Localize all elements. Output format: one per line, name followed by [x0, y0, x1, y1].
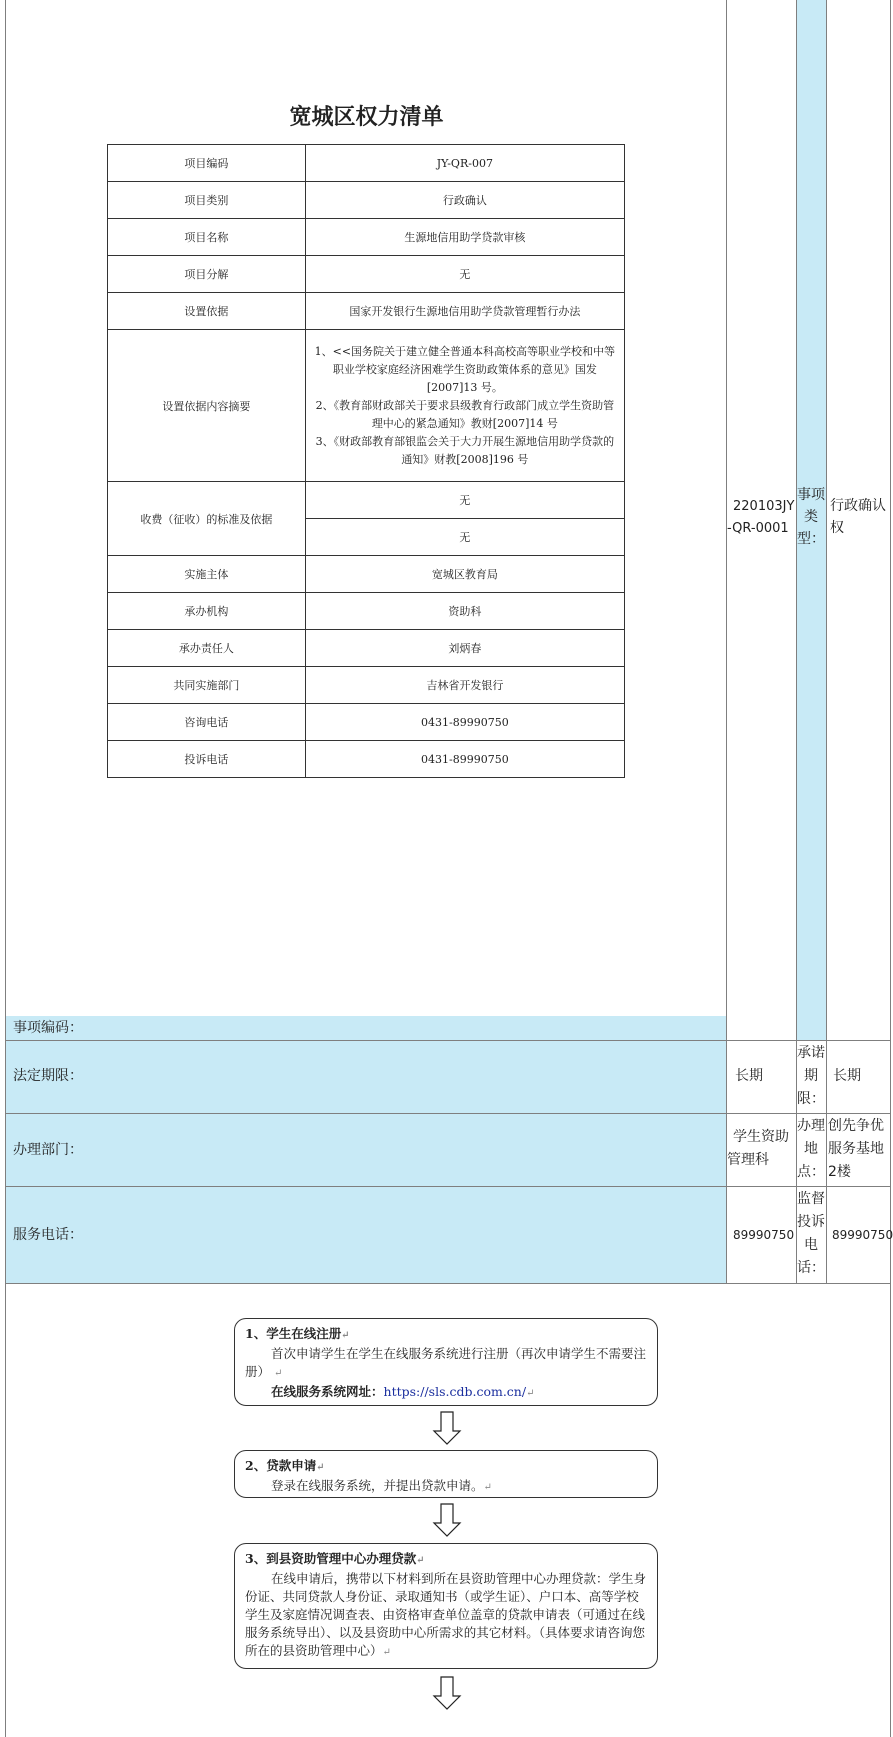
value-cell: 生源地信用助学贷款审核: [305, 219, 624, 256]
table-row: [108, 219, 625, 256]
step-url-line: 在线服务系统网址：https://sls.cdb.com.cn/↵: [271, 1384, 535, 1399]
phone-value: 89990750: [733, 1228, 795, 1242]
item-code-value: 220103JY-QR-0001: [727, 499, 795, 536]
supervise-label: 监督投诉电话：: [797, 1191, 825, 1276]
value-cell: 0431-89990750: [305, 741, 624, 778]
table-row: [108, 556, 625, 593]
location-value: 创先争优服务基地2楼: [828, 1118, 884, 1180]
step-text: 登录在线服务系统，并提出贷款申请。↵: [271, 1478, 492, 1493]
dept-row: [5, 1113, 726, 1186]
dept-value: 学生资助管理科: [727, 1129, 789, 1168]
value-cell: 行政确认: [305, 182, 624, 219]
promise-period-label: 承诺期限：: [797, 1045, 825, 1107]
table-row: [108, 741, 625, 778]
legal-period-row: [5, 1040, 726, 1113]
label-cell: 共同实施部门: [108, 667, 306, 704]
summary-item: 3、《财政部教育部银监会关于大力开展生源地信用助学贷款的通知》财教[2008]196 号: [315, 434, 615, 466]
step-text: 首次申请学生在学生在线服务系统进行注册（再次申请学生不需要注册） ↵: [245, 1346, 647, 1379]
label-cell: 咨询电话: [108, 704, 306, 741]
label-cell: 承办责任人: [108, 630, 306, 667]
table-row: [108, 330, 625, 482]
label-cell: 实施主体: [108, 556, 306, 593]
grid-line: [890, 0, 891, 1737]
label-cell: 承办机构: [108, 593, 306, 630]
table-row: [108, 593, 625, 630]
flow-step-apply: [234, 1450, 658, 1498]
location-label: 办理地点：: [797, 1118, 825, 1180]
phone-row: [5, 1186, 726, 1283]
grid-line: [726, 0, 727, 1283]
value-cell: JY-QR-007: [305, 145, 624, 182]
label-cell: 项目名称: [108, 219, 306, 256]
dept-label: 办理部门：: [13, 1142, 83, 1158]
table-row: [108, 145, 625, 182]
value-cell: 无: [305, 519, 624, 556]
table-row: [108, 182, 625, 219]
promise-period-value: 长期: [833, 1068, 861, 1084]
value-cell: 0431-89990750: [305, 704, 624, 741]
table-row: [108, 667, 625, 704]
value-cell: 吉林省开发银行: [305, 667, 624, 704]
summary-item: 1、<<国务院关于建立健全普通本科高校高等职业学校和中等职业学校家庭经济困难学生资助政策体系的意见》国发[2007]13 号。: [314, 344, 616, 394]
down-arrow-icon: [432, 1503, 462, 1537]
table-row: [108, 293, 625, 330]
grid-line: [5, 1283, 890, 1284]
document-title: 宽城区权力清单: [289, 104, 444, 130]
table-row: [108, 256, 625, 293]
summary-cell: [305, 330, 624, 482]
label-cell: 投诉电话: [108, 741, 306, 778]
step-title: 3、到县资助管理中心办理贷款↵: [245, 1551, 425, 1566]
value-cell: 宽城区教育局: [305, 556, 624, 593]
flow-step-register: [234, 1318, 658, 1406]
label-cell: 项目分解: [108, 256, 306, 293]
value-cell: 国家开发银行生源地信用助学贷款管理暂行办法: [305, 293, 624, 330]
value-cell: 刘炳春: [305, 630, 624, 667]
summary-item: 2、《教育部财政部关于要求县级教育行政部门成立学生资助管理中心的紧急通知》教财[2007]14 号: [315, 398, 615, 430]
label-cell: 项目编码: [108, 145, 306, 182]
step-title: 2、贷款申请↵: [245, 1458, 325, 1473]
step-title: 1、学生在线注册↵: [245, 1326, 350, 1341]
grid-line: [5, 1113, 890, 1114]
label-cell: 设置依据: [108, 293, 306, 330]
label-cell: 收费（征收）的标准及依据: [108, 482, 306, 556]
value-cell: 无: [305, 482, 624, 519]
table-row: [108, 704, 625, 741]
value-cell: 资助科: [305, 593, 624, 630]
value-cell: 无: [305, 256, 624, 293]
down-arrow-icon: [432, 1676, 462, 1710]
item-type-value: 行政确认权: [830, 498, 886, 536]
grid-line: [5, 0, 6, 1737]
label-cell: 项目类别: [108, 182, 306, 219]
grid-line: [5, 1040, 890, 1041]
sls-url-link[interactable]: https://sls.cdb.com.cn/: [383, 1384, 527, 1399]
table-row: [108, 482, 625, 519]
item-code-label-cell: [5, 1016, 726, 1040]
phone-label: 服务电话：: [13, 1227, 83, 1243]
grid-line: [826, 0, 827, 1283]
label-cell: 设置依据内容摘要: [108, 330, 306, 482]
step-text: 在线申请后，携带以下材料到所在县资助管理中心办理贷款：学生身份证、共同贷款人身份证、录取通知书（或学生证）、户口本、高等学校学生及家庭情况调查表、由资格审查单位盖章的贷款申请表（可通过在线服务系统导出）、以及县资助中心所需求的其它材料。（具体要求请咨询您所在的县资助管理中心）↵: [245, 1571, 647, 1658]
legal-period-label: 法定期限：: [13, 1068, 83, 1084]
table-row: [108, 630, 625, 667]
item-code-label: 事项编码：: [13, 1020, 83, 1036]
power-list-table: [107, 144, 625, 778]
supervise-value: 89990750: [832, 1228, 893, 1242]
legal-period-value: 长期: [735, 1068, 763, 1084]
down-arrow-icon: [432, 1411, 462, 1445]
item-type-label: 事项类型：: [797, 487, 825, 547]
grid-line: [5, 1186, 890, 1187]
flow-step-handle-loan: [234, 1543, 658, 1669]
